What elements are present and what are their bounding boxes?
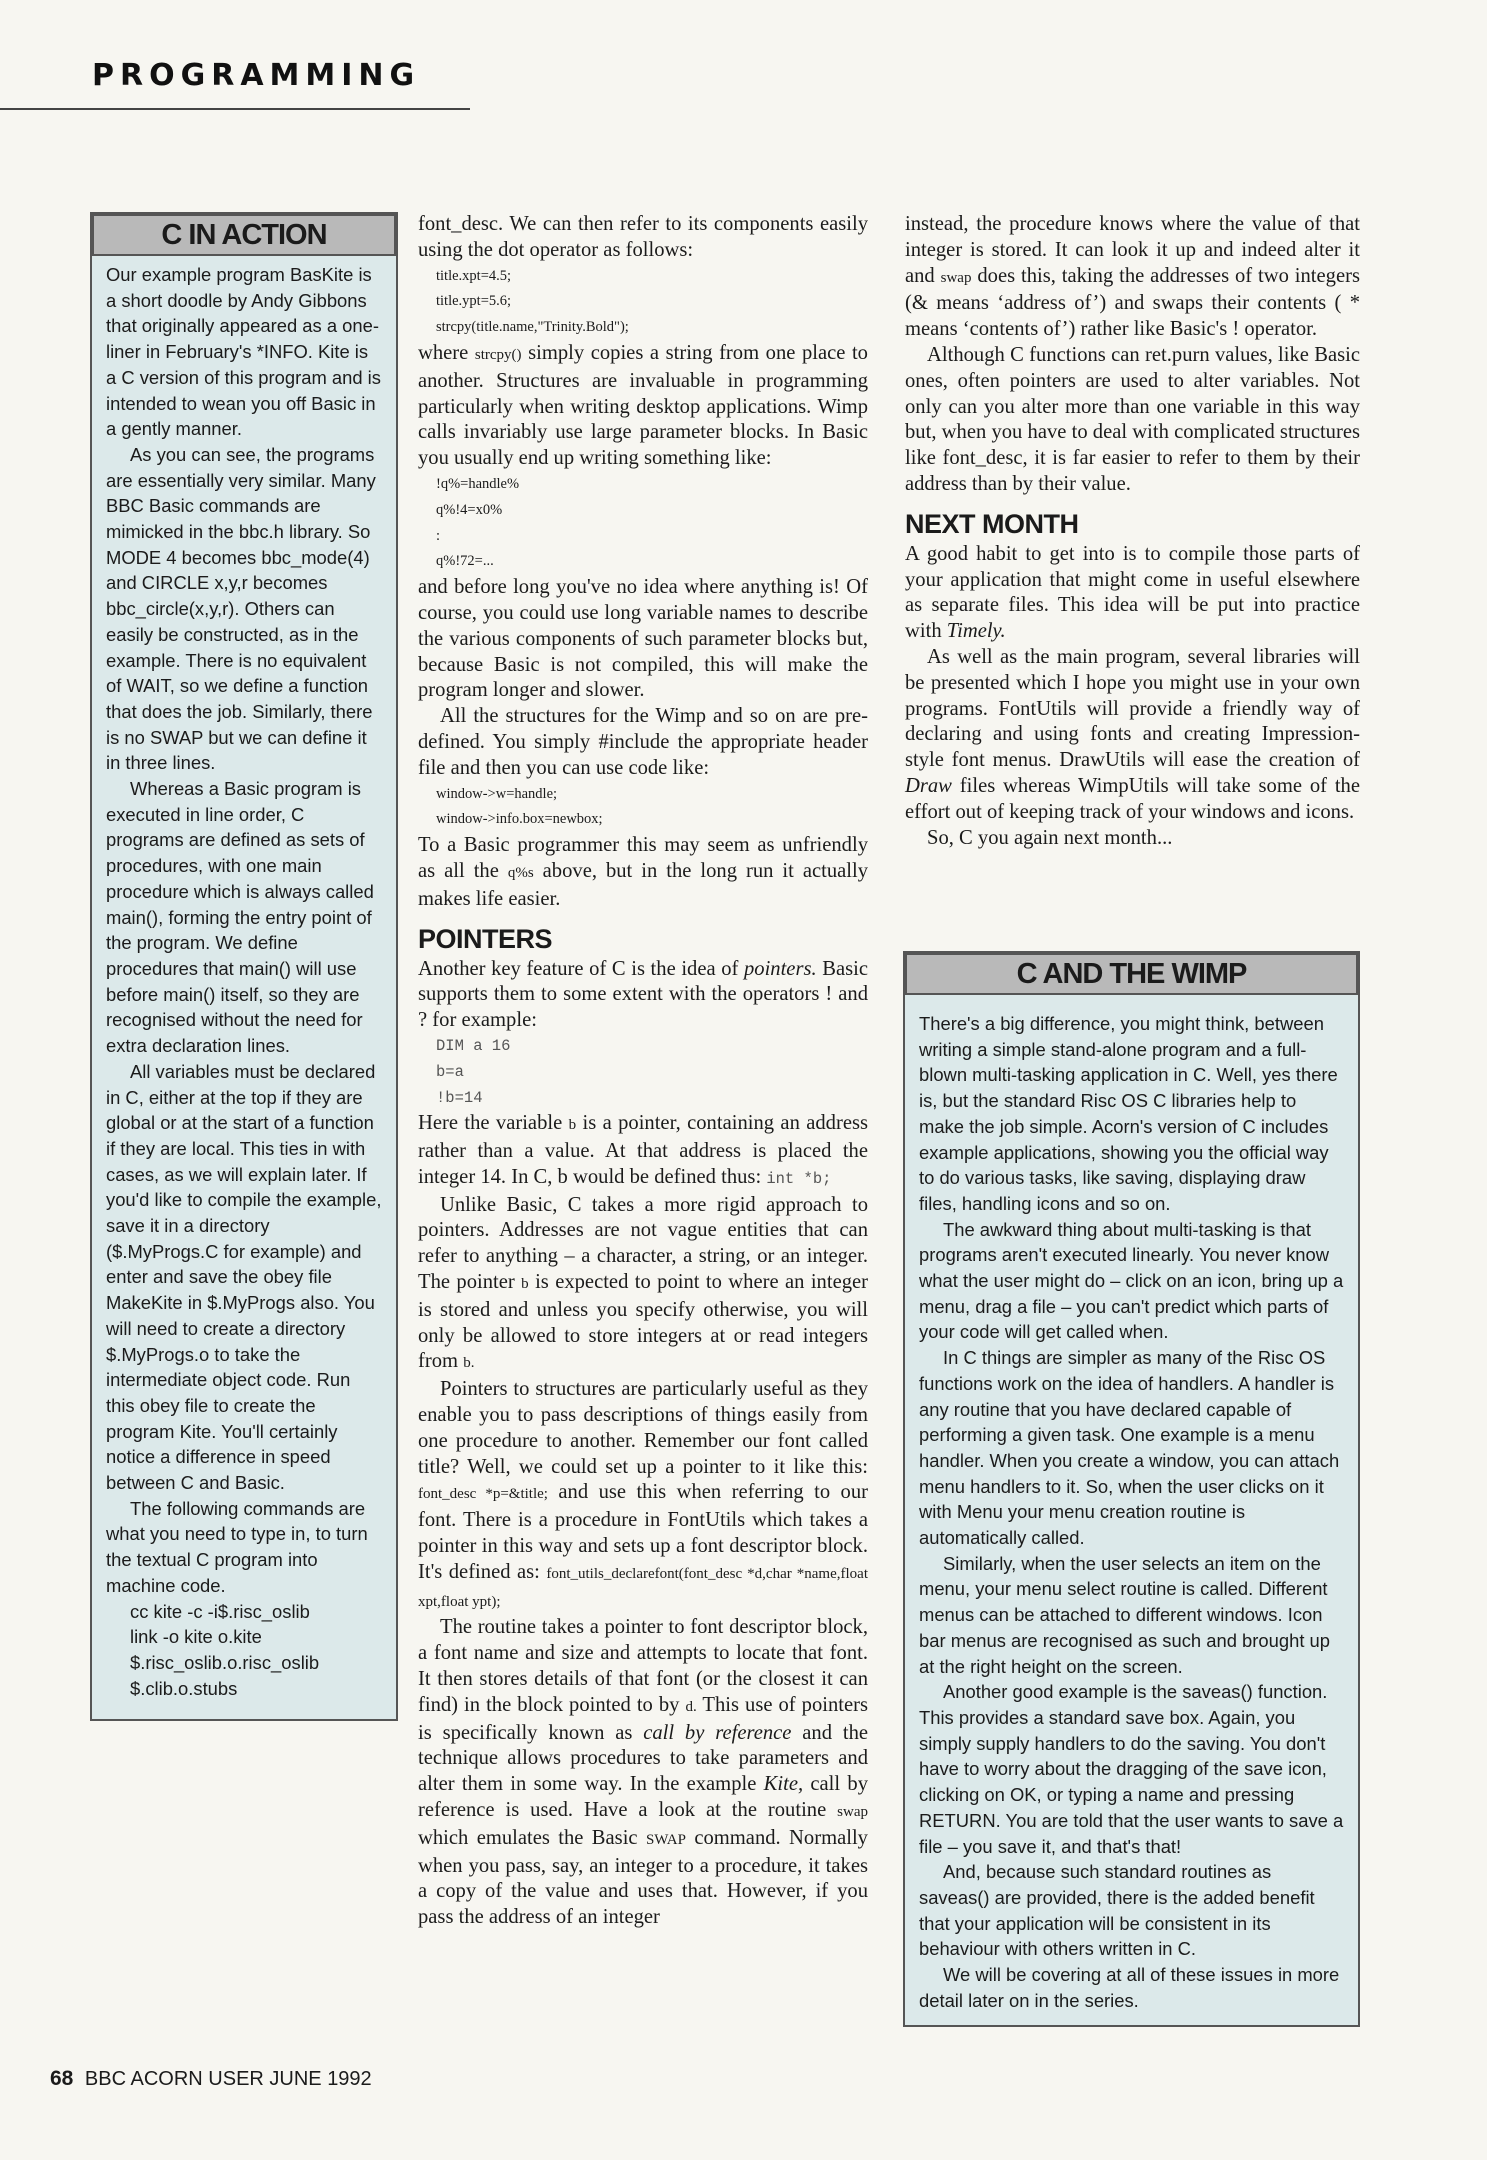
code-line: : [436, 527, 441, 544]
paragraph: Although C functions can ret.purn values, like Basic ones, often pointers are used to alter variables. Not only can you alter more than one variable in this way but, when you have to deal with complicated structures like font_desc, it is far easier to refer to them by their address than by their value. [905, 343, 1360, 495]
paragraph: As well as the main program, several libraries will be presented which I hope you might use in your own programs. FontUtils will provide a friendly way of declaring and using fonts and creating Impression-style font menus. DrawUtils will ease the creation of Draw files whereas WimpUtils will take some of the effort out of keeping track of your windows and icons. [905, 645, 1360, 823]
sidebar-paragraph: Our example program BasKite is a short doodle by Andy Gibbons that originally appeared as a one-liner in February's *INFO. Kite is a C version of this program and is intended to wean you off Basic in a gently manner. [106, 264, 381, 440]
code-line: window->w=handle; [436, 785, 558, 802]
article-column-2 [418, 212, 868, 1931]
paragraph: instead, the procedure knows where the value of that integer is stored. It can look it up and indeed alter it and swap does this, taking the addresses of two integers (& means ‘address of’) and swaps their contents ( * means ‘contents of’) rather like Basic's ! operator. [905, 213, 1360, 341]
paragraph: Pointers to structures are particularly useful as they enable you to pass descriptions of things easily from one procedure to another. Remember our font called title? Well, we could set up a pointer to it like this: font_desc *p=&title; and use this when referring to our font. There is a procedure in FontUtils which takes a pointer in this way and sets up a font descriptor block. It's defined as: font_utils_declarefont(font_desc *d,char *name,float xpt,float ypt); [418, 1378, 869, 1610]
wimpbox-paragraph: Similarly, when the user selects an item on the menu, your menu select routine is called. Different menus can be attached to different windows. Icon bar menus are recognised as such and brought up at the right height on the screen. [919, 1552, 1330, 1677]
wimpbox-paragraph: Another good example is the saveas() function. This provides a standard save box. Again, you simply supply handlers to do the saving. You don't have to worry about the dragging of the save icon, clicking on OK, or typing a name and pressing RETURN. You are told that the user wants to save a file – you save it, and that's that! [919, 1681, 1344, 1857]
code-line: !b=14 [436, 1088, 483, 1107]
paragraph: Unlike Basic, C takes a more rigid approach to pointers. Addresses are not vague entities that can refer to anything – a character, a string, or an integer. The pointer b is expected to point to where an integer is stored and unless you specify otherwise, you will only be allowed to store integers at or read integers from b. [418, 1193, 869, 1373]
code-line: strcpy(title.name,"Trinity.Bold"); [436, 319, 629, 336]
sidebar-paragraph: The following commands are what you need to type in, to turn the textual C program into machine code. [106, 1497, 368, 1596]
code-line: title.xpt=4.5; [436, 267, 512, 284]
paragraph: So, C you again next month... [927, 826, 1173, 849]
section-header: PROGRAMMING [92, 58, 421, 93]
article-column-3 [905, 212, 1360, 851]
header-rule [0, 108, 470, 110]
sidebar-paragraph: As you can see, the programs are essentially very similar. Many BBC Basic commands are mimicked in the bbc.h library. So MODE 4 becomes bbc_mode(4) and CIRCLE x,y,r becomes bbc_circle(x,y,r). Others can easily be constructed, as in the example. There is no equivalent of WAIT, so we define a function that does the job. Similarly, there is no SWAP but we can define it in three lines. [106, 443, 376, 774]
compile-command: $.clib.o.stubs [130, 1677, 238, 1699]
compile-command: link -o kite o.kite [130, 1626, 262, 1648]
code-line: b=a [436, 1062, 464, 1081]
code-line: !q%=handle% [436, 475, 520, 492]
sidebar-paragraph: Whereas a Basic program is executed in line order, C programs are defined as sets of procedures, with one main procedure which is always called main(), forming the entry point of the program. We define procedures that main() will use before main() itself, so they are recognised without the need for extra declaration lines. [106, 778, 374, 1057]
paragraph: where strcpy() simply copies a string from one place to another. Structures are invaluable in programming particularly when writing desktop applications. Wimp calls invariably use large parameter blocks. In Basic you usually end up writing something like: [418, 341, 868, 470]
c-and-the-wimp-title: C AND THE WIMP [905, 953, 1358, 995]
wimpbox-paragraph: In C things are simpler as many of the Risc OS functions work on the idea of handlers. A handler is any routine that you have declared capable of performing a given task. One example is a menu handler. When you create a window, you can attach menu handlers to it. So, when the user clicks on it with Menu your menu creation routine is automatically called. [919, 1347, 1340, 1549]
c-in-action-box [90, 212, 398, 1721]
wimpbox-paragraph: There's a big difference, you might think, between writing a simple stand-alone program and a full-blown multi-tasking application in C. Well, yes there is, but the standard Risc OS C libraries help to make the job simple. Acorn's version of C includes example applications, showing you the official way to do various tasks, like saving, displaying draw files, handling icons and so on. [919, 1013, 1338, 1214]
paragraph: All the structures for the Wimp and so on are pre-defined. You simply #include the appropriate header file and then you can use code like: [418, 705, 868, 779]
paragraph: Another key feature of C is the idea of pointers. Basic supports them to some extent with the operators ! and ? for example: [418, 957, 868, 1032]
wimpbox-paragraph: And, because such standard routines as saveas() are provided, there is the added benefit that your application will be consistent in its behaviour with others written in C. [919, 1861, 1315, 1960]
compile-command: cc kite -c -i$.risc_oslib [130, 1600, 310, 1622]
c-in-action-body [92, 262, 396, 1701]
publication-name: BBC ACORN USER JUNE 1992 [84, 2068, 372, 2090]
paragraph: and before long you've no idea where anything is! Of course, you could use long variable names to describe the various components of such parameter blocks but, because Basic is not compiled, this will make the program longer and slower. [418, 576, 868, 702]
code-line: DIM a 16 [436, 1036, 511, 1055]
code-line: q%!4=x0% [436, 501, 503, 518]
wimpbox-paragraph: We will be covering at all of these issues in more detail later on in the series. [919, 1964, 1340, 2011]
heading-pointers: POINTERS [418, 923, 553, 954]
page-number: 68 [50, 2067, 74, 2090]
paragraph: The routine takes a pointer to font descriptor block, a font name and size and attempts to locate that font. It then stores details of that font (or the closest it can find) in the block pointed to by d. This use of pointers is specifically known as call by reference and the technique allows procedures to take parameters and alter them in some way. In the example Kite, call by reference is used. Have a look at the routine swap which emulates the Basic SWAP command. Normally when you pass, say, an integer to a procedure, it takes a copy of the value and uses that. However, if you pass the address of an integer [418, 1616, 869, 1929]
code-line: q%!72=... [436, 553, 494, 570]
compile-command: $.risc_oslib.o.risc_oslib [130, 1651, 320, 1673]
code-line: window->info.box=newbox; [436, 811, 603, 828]
c-and-the-wimp-box [903, 951, 1360, 2027]
c-and-the-wimp-body [905, 1001, 1358, 2013]
page-footer [50, 2067, 372, 2091]
code-line: title.ypt=5.6; [436, 293, 512, 310]
sidebar-paragraph: All variables must be declared in C, either at the top if they are global or at the start of a function if they are local. This ties in with cases, as we will explain later. If you'd like to compile the example, save it in a directory ($.MyProgs.C for example) and enter and save the obey file MakeKite in $.MyProgs also. You will need to create a directory $.MyProgs.o to take the intermediate object code. Run this obey file to create the program Kite. You'll certainly notice a difference in speed between C and Basic. [106, 1060, 382, 1494]
c-in-action-title: C IN ACTION [92, 214, 396, 256]
paragraph: font_desc. We can then refer to its components easily using the dot operator as follows: [418, 213, 868, 261]
heading-next-month: NEXT MONTH [905, 508, 1079, 539]
paragraph: Here the variable b is a pointer, containing an address rather than a value. At that address is placed the integer 14. In C, b would be defined thus: int *b; [418, 1112, 868, 1188]
paragraph: To a Basic programmer this may seem as unfriendly as all the q%s above, but in the long run it actually makes life easier. [418, 834, 868, 910]
paragraph: A good habit to get into is to compile those parts of your application that might come in useful elsewhere as separate files. This idea will be put into practice with Timely. [905, 542, 1360, 643]
wimpbox-paragraph: The awkward thing about multi-tasking is that programs aren't executed linearly. You never know what the user might do – click on an icon, bring up a menu, drag a file – you can't predict which parts of your code will get called when. [919, 1218, 1344, 1343]
